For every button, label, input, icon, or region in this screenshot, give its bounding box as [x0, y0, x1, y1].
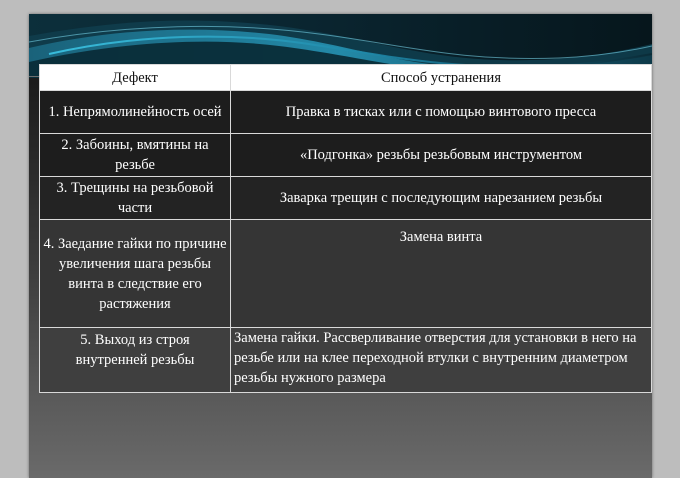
slide[interactable]: [29, 14, 652, 478]
column-header-defect: Дефект: [40, 65, 231, 91]
table-row: [40, 220, 652, 328]
defect-cell: 4. Заедание гайки по причине увеличения шага резьбы винта в следствие его растяжения: [40, 220, 231, 328]
defect-cell: 5. Выход из строя внутренней резьбы: [40, 328, 231, 393]
table-row: [40, 91, 652, 134]
table-row: [40, 134, 652, 177]
fix-cell: Правка в тисках или с помощью винтового пресса: [231, 91, 652, 134]
table-header-row: [40, 65, 652, 91]
table-row: [40, 328, 652, 393]
defect-cell: 1. Непрямолинейность осей: [40, 91, 231, 134]
fix-cell: Замена винта: [231, 220, 652, 328]
column-header-fix: Способ устранения: [231, 65, 652, 91]
defect-cell: 3. Трещины на резьбовой части: [40, 177, 231, 220]
table-row: [40, 177, 652, 220]
defect-cell: 2. Забоины, вмятины на резьбе: [40, 134, 231, 177]
defects-table: [39, 64, 652, 393]
fix-cell: Заварка трещин с последующим нарезанием резьбы: [231, 177, 652, 220]
fix-cell: «Подгонка» резьбы резьбовым инструментом: [231, 134, 652, 177]
fix-cell: Замена гайки. Рассверливание отверстия для установки в него на резьбе или на клее переходной втулки с внутренним диаметром резьбы нужного размера: [231, 328, 652, 393]
